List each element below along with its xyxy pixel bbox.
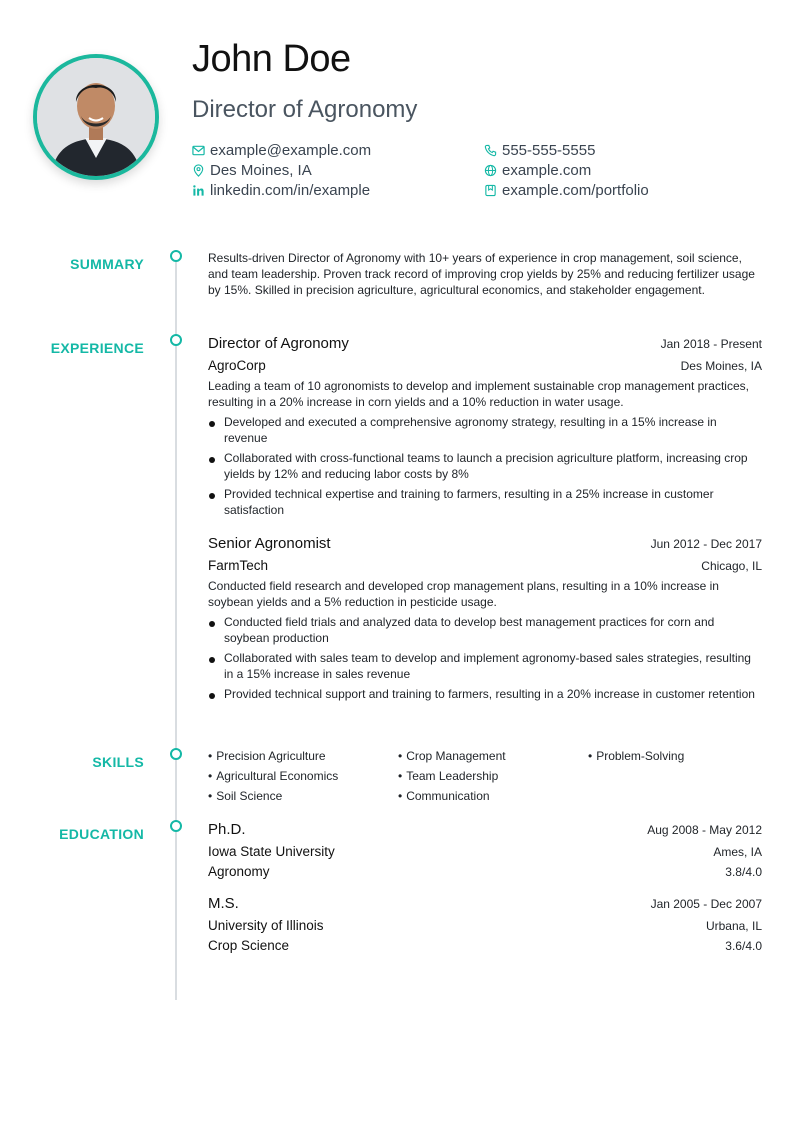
field-of-study: Agronomy [208, 864, 270, 879]
summary-heading: SUMMARY [70, 256, 144, 272]
linkedin-icon [192, 184, 205, 197]
contact-phone-text: 555-555-5555 [502, 142, 596, 159]
education-section [208, 821, 762, 953]
list-item: Provided technical support and training to farmers, resulting in a 20% increase in customer retention [208, 686, 762, 702]
skills-heading: SKILLS [92, 754, 144, 770]
timeline-dot [170, 748, 182, 760]
education-heading: EDUCATION [59, 826, 144, 842]
degree: M.S. [208, 895, 239, 912]
school-location: Urbana, IL [705, 919, 762, 933]
field-of-study: Crop Science [208, 938, 290, 953]
job-company: FarmTech [208, 558, 269, 573]
skill-item: • Agricultural Economics [208, 768, 398, 784]
contact-portfolio-text: example.com/portfolio [502, 182, 649, 199]
job-description: Leading a team of 10 agronomists to develop and implement sustainable crop management practices, resulting in a 20% increase in corn yields and a 10% reduction in water usage. [208, 379, 749, 409]
contact-website-text: example.com [502, 162, 592, 179]
candidate-name: John Doe [192, 38, 351, 80]
person-portrait-icon [37, 58, 155, 176]
education-dates: Aug 2008 - May 2012 [647, 823, 762, 837]
timeline-dot [170, 250, 182, 262]
job-role: Senior Agronomist [208, 535, 331, 552]
map-pin-icon [192, 164, 205, 177]
job-location: Des Moines, IA [680, 359, 762, 373]
contact-linkedin-text: linkedin.com/in/example [210, 182, 371, 199]
contact-location [192, 162, 312, 179]
list-item: Conducted field trials and analyzed data to develop best management practices for corn and soybean production [208, 614, 762, 646]
job-location: Chicago, IL [701, 559, 762, 573]
skill-item: • Precision Agriculture [208, 748, 398, 764]
job-bullets [208, 414, 762, 518]
skills-list [208, 748, 762, 804]
list-item: Collaborated with sales team to develop and implement agronomy-based sales strategies, resulting in a 15% increase in sales revenue [208, 650, 762, 682]
skill-item: • Problem-Solving [588, 748, 762, 764]
job-bullets [208, 614, 762, 702]
contact-email-text: example@example.com [210, 142, 372, 159]
globe-icon [484, 164, 497, 177]
education-entry [208, 895, 762, 953]
bookmark-icon [484, 184, 497, 197]
skill-item: • Team Leadership [398, 768, 588, 784]
list-item: Collaborated with cross-functional teams to launch a precision agriculture platform, increasing crop yields by 12% and reducing labor costs by 8% [208, 450, 762, 482]
skill-item: • Soil Science [208, 788, 398, 804]
school-name: Iowa State University [208, 844, 335, 859]
job-description: Conducted field research and developed crop management plans, resulting in a 10% increase in soybean yields and a 5% reduction in pesticide usage. [208, 579, 719, 609]
timeline-dot [170, 820, 182, 832]
contact-location-text: Des Moines, IA [210, 162, 312, 179]
mail-icon [192, 144, 205, 157]
job-entry [208, 335, 762, 518]
gpa: 3.6/4.0 [725, 939, 762, 953]
skill-item: • Crop Management [398, 748, 588, 764]
list-item: Developed and executed a comprehensive agronomy strategy, resulting in a 15% increase in revenue [208, 414, 762, 446]
education-dates: Jan 2005 - Dec 2007 [650, 897, 762, 911]
job-role: Director of Agronomy [208, 335, 349, 352]
school-location: Ames, IA [713, 845, 762, 859]
contact-linkedin[interactable] [192, 182, 370, 199]
summary-section [208, 250, 762, 298]
phone-icon [484, 144, 497, 157]
experience-section [208, 335, 762, 702]
skill-item: • Communication [398, 788, 588, 804]
degree: Ph.D. [208, 821, 246, 838]
job-company: AgroCorp [208, 358, 266, 373]
candidate-title: Director of Agronomy [192, 96, 418, 123]
school-name: University of Illinois [208, 918, 324, 933]
timeline-line [175, 256, 177, 1000]
contact-website[interactable] [484, 162, 591, 179]
contact-email[interactable] [192, 142, 371, 159]
job-dates: Jan 2018 - Present [660, 337, 762, 351]
skills-section [208, 748, 762, 804]
education-entry [208, 821, 762, 879]
profile-photo [33, 54, 159, 180]
job-dates: Jun 2012 - Dec 2017 [650, 537, 762, 551]
experience-heading: EXPERIENCE [50, 340, 144, 356]
contact-phone[interactable] [484, 142, 595, 159]
job-entry [208, 535, 762, 702]
timeline-dot [170, 334, 182, 346]
summary-text: Results-driven Director of Agronomy with 10+ years of experience in crop management, soil science, and team leadership. Proven track record of improving crop yields by 25% and reducing fertilizer usage by 15%. Skilled in precision agriculture, agricultural economics, and stakeholder engagement. [208, 251, 755, 297]
list-item: Provided technical expertise and training to farmers, resulting in a 25% increase in customer satisfaction [208, 486, 762, 518]
gpa: 3.8/4.0 [725, 865, 762, 879]
contact-portfolio[interactable] [484, 182, 649, 199]
